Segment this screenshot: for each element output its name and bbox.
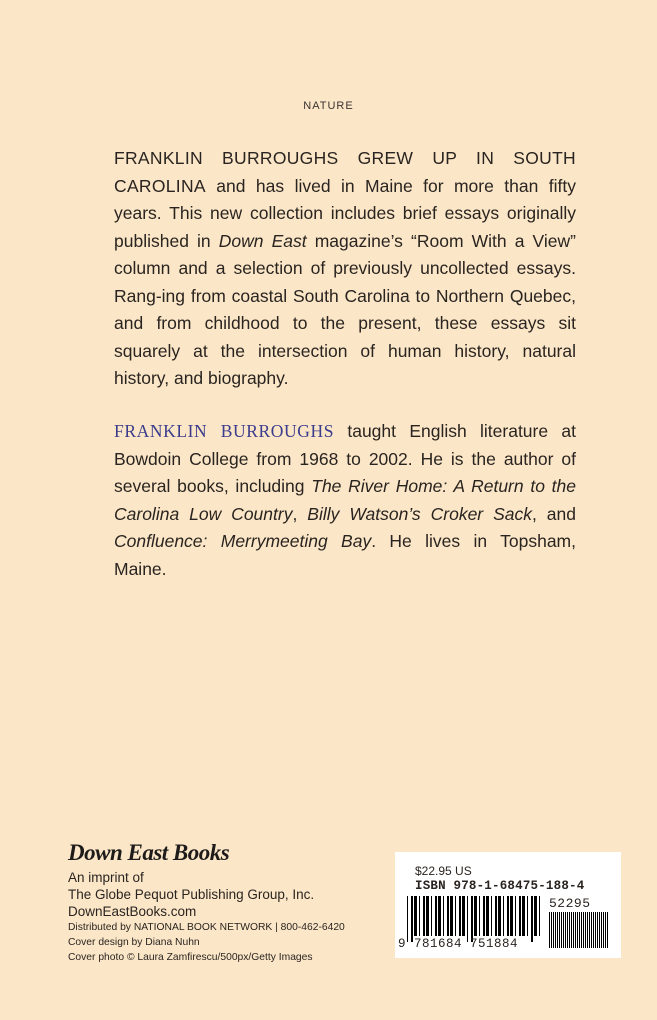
imprint-info — [68, 869, 314, 920]
magazine-title: Down East — [218, 230, 307, 251]
barcode-bar — [553, 912, 554, 948]
barcode-bar — [579, 912, 580, 948]
barcode-bar — [597, 912, 598, 948]
imprint-line-1: An imprint of — [68, 870, 144, 885]
imprint-line-2: The Globe Pequot Publishing Group, Inc. — [68, 887, 315, 902]
book-description — [114, 145, 576, 393]
barcode-bar — [575, 912, 576, 948]
barcode-bar — [601, 912, 602, 948]
barcode-bar — [559, 912, 560, 948]
barcode-bar — [522, 896, 525, 936]
barcode-bar — [583, 912, 584, 948]
barcode-bar — [589, 912, 590, 948]
cover-design-credit: Cover design by Diana Nuhn — [68, 937, 200, 948]
barcode-bar — [450, 896, 453, 936]
barcode-bar — [563, 912, 564, 948]
barcode-bar — [423, 896, 425, 936]
barcode-bar — [431, 896, 432, 936]
barcode-bar — [534, 896, 537, 936]
credits — [68, 920, 345, 965]
isbn: ISBN 978-1-68475-188-4 — [415, 879, 585, 893]
barcode-bar — [486, 896, 489, 936]
bio-text-1: taught English literature at Bowdoin College from 1968 to 2002. He is the author of several books, including — [114, 421, 577, 496]
barcode-bar — [510, 896, 513, 936]
barcode-bar — [557, 912, 558, 948]
price-addon-code: 52295 — [549, 896, 591, 911]
barcode-bar — [503, 896, 504, 936]
barcode-bar — [435, 896, 437, 936]
book-title-3: Confluence: Merrymeeting Bay — [114, 531, 372, 551]
barcode-bar — [462, 896, 465, 936]
barcode-bar — [603, 912, 604, 948]
book-title-2: Billy Watson’s Croker Sack — [307, 503, 532, 524]
barcode-bar — [527, 896, 528, 936]
barcode-bar — [474, 896, 477, 936]
barcode-bar — [471, 896, 473, 942]
barcode-bar — [555, 912, 556, 948]
barcode-bar — [549, 912, 550, 948]
author-bio — [114, 418, 576, 583]
bio-separator-2: , and — [531, 503, 576, 524]
barcode-bar — [438, 896, 441, 936]
barcode-bar — [483, 896, 485, 936]
barcode-bar — [515, 896, 516, 936]
barcode-bar — [571, 912, 572, 948]
barcode-bar — [414, 896, 417, 936]
description-text-1: and has lived in Maine for more than fifty years. This new collection includes brief essays originally published in — [114, 175, 576, 251]
barcode-bar — [567, 912, 568, 948]
barcode-bar — [539, 896, 540, 936]
publisher-website: DownEastBooks.com — [68, 904, 197, 919]
barcode-bar — [581, 912, 582, 948]
category-label: NATURE — [303, 100, 354, 112]
barcode-bar — [607, 912, 608, 948]
barcode-bar — [605, 912, 606, 948]
barcode-bar — [551, 912, 552, 948]
barcode-bar — [491, 896, 492, 936]
barcode-bar — [479, 896, 480, 936]
description-text-2: magazine’s “Room With a View” column and a selection of previously uncollected essays. Rang-ing from coastal South Carolina to Northern Quebec, and from childhood to the present, these essays sit squarely at the intersection of human history, natural history, and biography. — [114, 230, 576, 388]
barcode-bar — [585, 912, 586, 948]
publisher-logo: Down East Books — [68, 840, 230, 865]
barcode-bar — [531, 896, 533, 942]
barcode-bar — [426, 896, 429, 936]
barcode-bar — [495, 896, 497, 936]
barcode-bar — [599, 912, 600, 948]
barcode-bar — [577, 912, 578, 948]
price: $22.95 US — [415, 864, 472, 878]
barcode-bar — [443, 896, 444, 936]
barcode-bar — [411, 896, 413, 942]
barcode-bar — [498, 896, 501, 936]
barcode-bar — [591, 912, 592, 948]
ean-digits: 9 781684 751884 — [398, 937, 519, 951]
barcode-bar — [561, 912, 562, 948]
barcode-bar — [507, 896, 509, 936]
bio-text-2: . He lives in Topsham, Maine. — [114, 531, 576, 579]
description-lead: FRANKLIN BURROUGHS GREW UP IN SOUTH CAROLINA — [114, 148, 576, 196]
barcode-bar — [419, 896, 420, 936]
barcode-bar — [587, 912, 588, 948]
barcode-bar — [459, 896, 461, 936]
bio-separator-1: , — [292, 503, 308, 524]
barcode-bar — [407, 896, 408, 942]
barcode-bar — [595, 912, 596, 948]
barcode-label — [395, 852, 621, 958]
barcode-bar — [455, 896, 456, 936]
barcode-bar — [447, 896, 449, 936]
book-title-1: The River Home: A Return to the Carolina Low Country — [114, 476, 576, 524]
barcode-bar — [573, 912, 574, 948]
barcode-bar — [467, 896, 468, 942]
barcode-bar — [593, 912, 594, 948]
barcode-bar — [569, 912, 570, 948]
distribution-line: Distributed by NATIONAL BOOK NETWORK | 800-462-6420 — [68, 922, 345, 933]
barcode-bar — [519, 896, 521, 936]
author-name: FRANKLIN BURROUGHS — [114, 421, 335, 441]
barcode-bar — [565, 912, 566, 948]
cover-photo-credit: Cover photo © Laura Zamfirescu/500px/Getty Images — [68, 952, 313, 963]
